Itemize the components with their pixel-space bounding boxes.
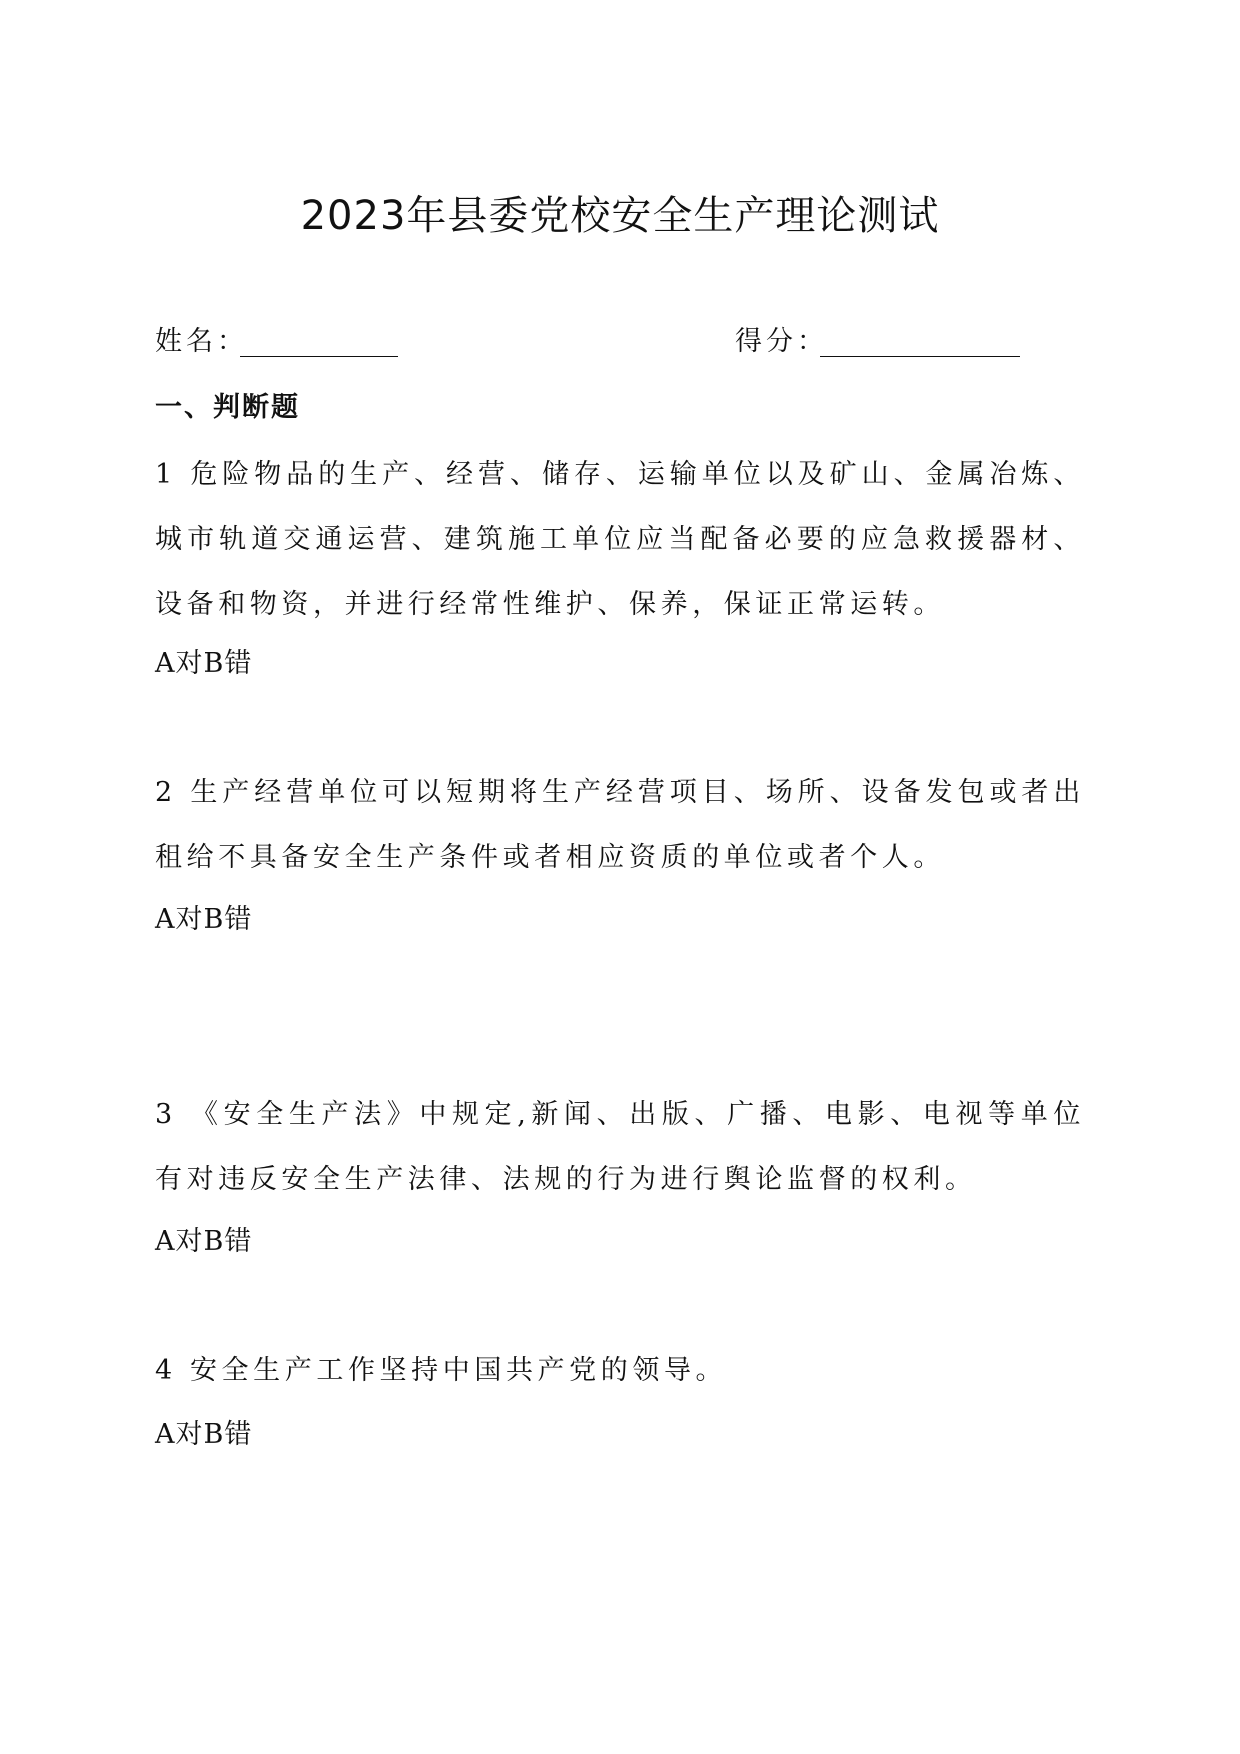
score-label: 得分： — [735, 326, 828, 357]
question-1-options: A对B错 — [155, 648, 253, 679]
page-title: 2023年县委党校安全生产理论测试 — [300, 193, 940, 239]
score-blank-line[interactable] — [820, 356, 1020, 357]
section-heading: 一、判断题 — [155, 392, 300, 423]
question-3-options: A对B错 — [155, 1226, 253, 1257]
question-4-text: 4 安全生产工作坚持中国共产党的领导。 — [155, 1355, 728, 1386]
question-2-text: 2 生产经营单位可以短期将生产经营项目、场所、设备发包或者出租给不具备安全生产条件或者相应资质的单位或者个人。 — [155, 777, 1085, 873]
question-2-options: A对B错 — [155, 904, 253, 935]
question-3-text: 3 《安全生产法》中规定,新闻、出版、广播、电影、电视等单位有对违反安全生产法律、法规的行为进行舆论监督的权利。 — [155, 1099, 1085, 1195]
question-1-text: 1 危险物品的生产、经营、储存、运输单位以及矿山、金属冶炼、城市轨道交通运营、建筑施工单位应当配备必要的应急救援器材、设备和物资，并进行经常性维护、保养，保证正常运转。 — [155, 459, 1085, 620]
question-4-options: A对B错 — [155, 1419, 253, 1450]
name-label: 姓名： — [155, 326, 248, 357]
name-blank-line[interactable] — [240, 356, 398, 357]
